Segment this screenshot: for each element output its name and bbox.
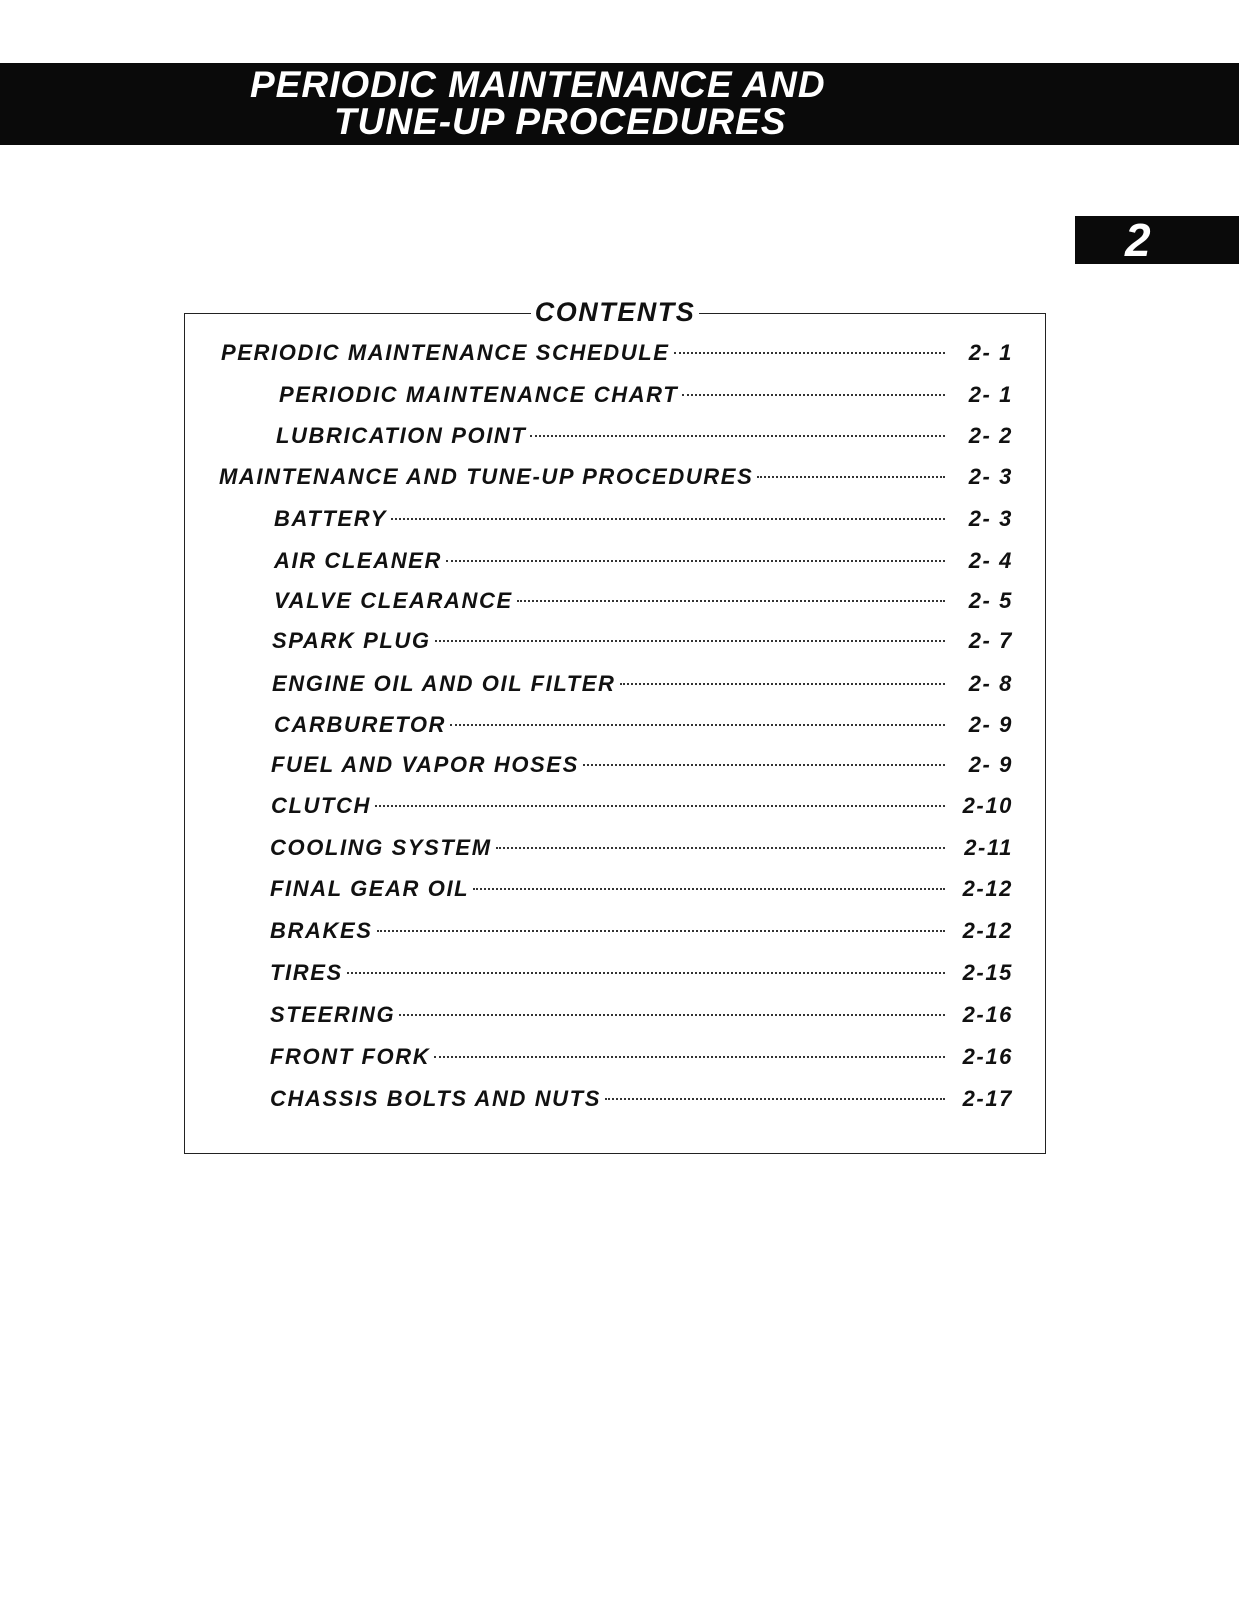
toc-leader-dots (605, 1098, 945, 1100)
toc-leader-dots (583, 764, 945, 766)
chapter-title-banner (0, 63, 1239, 145)
toc-leader-dots (446, 560, 945, 562)
toc-entry-page: 2- 4 (968, 548, 1013, 573)
toc-entry-page: 2- 7 (968, 628, 1013, 653)
toc-entry[interactable] (271, 792, 1013, 820)
toc-entry-label: LUBRICATION POINT (276, 423, 527, 448)
toc-entry-page: 2- 3 (968, 506, 1013, 531)
toc-leader-dots (347, 972, 945, 974)
toc-entry-page: 2-11 (964, 835, 1013, 860)
toc-entry[interactable] (221, 339, 1013, 367)
chapter-number: 2 (1125, 214, 1151, 266)
toc-entry[interactable] (274, 505, 1013, 533)
toc-entry-label: SPARK PLUG (272, 628, 431, 653)
toc-entry-page: 2-12 (962, 918, 1013, 943)
toc-leader-dots (375, 805, 945, 807)
chapter-title-line-2: TUNE-UP PROCEDURES (334, 101, 787, 142)
toc-entry-page: 2-16 (962, 1002, 1013, 1027)
toc-entry-page: 2- 1 (968, 382, 1013, 407)
toc-entry[interactable] (279, 381, 1013, 409)
toc-entry[interactable] (270, 1043, 1013, 1071)
toc-entry-label: FUEL AND VAPOR HOSES (271, 752, 579, 777)
toc-entry-page: 2- 5 (968, 588, 1013, 613)
toc-entry-label: PERIODIC MAINTENANCE SCHEDULE (221, 340, 670, 365)
toc-entry[interactable] (270, 834, 1013, 862)
toc-leader-dots (434, 1056, 945, 1058)
chapter-number-tab (1075, 216, 1239, 264)
toc-entry[interactable] (270, 959, 1013, 987)
chapter-title-line-1: PERIODIC MAINTENANCE AND (250, 64, 826, 105)
toc-entry-label: FINAL GEAR OIL (270, 876, 470, 901)
toc-entry-label: CLUTCH (271, 793, 372, 818)
toc-entry[interactable] (272, 627, 1013, 655)
toc-entry[interactable] (272, 670, 1013, 698)
toc-entry-page: 2-12 (962, 876, 1013, 901)
toc-leader-dots (496, 847, 945, 849)
toc-entry-page: 2-15 (962, 960, 1013, 985)
toc-entry-label: AIR CLEANER (274, 548, 442, 573)
toc-entry-page: 2- 1 (968, 340, 1013, 365)
toc-entry[interactable] (274, 711, 1013, 739)
toc-leader-dots (517, 600, 945, 602)
toc-entry-label: STEERING (270, 1002, 396, 1027)
toc-entry-label: FRONT FORK (270, 1044, 431, 1069)
toc-entry[interactable] (270, 875, 1013, 903)
toc-entry-page: 2-17 (962, 1086, 1013, 1111)
toc-leader-dots (682, 394, 945, 396)
toc-entry[interactable] (276, 422, 1013, 450)
toc-entry-page: 2-16 (962, 1044, 1013, 1069)
toc-entry-label: ENGINE OIL AND OIL FILTER (272, 671, 616, 696)
toc-entry[interactable] (271, 751, 1013, 779)
contents-heading-text: CONTENTS (531, 297, 700, 327)
toc-entry[interactable] (270, 1001, 1013, 1029)
toc-leader-dots (399, 1014, 945, 1016)
toc-leader-dots (674, 352, 945, 354)
toc-entry-label: VALVE CLEARANCE (274, 588, 513, 613)
toc-entry-label: PERIODIC MAINTENANCE CHART (279, 382, 679, 407)
toc-leader-dots (450, 724, 945, 726)
toc-entry-label: CARBURETOR (274, 712, 447, 737)
contents-box (184, 297, 1046, 1154)
toc-leader-dots (757, 476, 945, 478)
toc-leader-dots (620, 683, 945, 685)
toc-leader-dots (391, 518, 945, 520)
toc-entry-label: CHASSIS BOLTS AND NUTS (270, 1086, 601, 1111)
toc-leader-dots (435, 640, 945, 642)
toc-entry[interactable] (274, 547, 1013, 575)
toc-entry-page: 2- 9 (968, 752, 1013, 777)
toc-entry-page: 2- 3 (968, 464, 1013, 489)
toc-entry[interactable] (219, 463, 1013, 491)
toc-entry-label: MAINTENANCE AND TUNE-UP PROCEDURES (219, 464, 754, 489)
toc-leader-dots (377, 930, 946, 932)
toc-entry-label: BATTERY (274, 506, 388, 531)
toc-leader-dots (473, 888, 945, 890)
contents-heading (185, 296, 1045, 328)
toc-entry-label: TIRES (270, 960, 343, 985)
toc-leader-dots (530, 435, 945, 437)
toc-entry[interactable] (270, 917, 1013, 945)
toc-entry-page: 2- 2 (968, 423, 1013, 448)
toc-entry-page: 2- 8 (968, 671, 1013, 696)
toc-entry-page: 2- 9 (968, 712, 1013, 737)
toc-entry[interactable] (270, 1085, 1013, 1113)
toc-entry-label: BRAKES (270, 918, 373, 943)
toc-entry[interactable] (274, 587, 1013, 615)
toc-entry-label: COOLING SYSTEM (270, 835, 492, 860)
toc-entry-page: 2-10 (962, 793, 1013, 818)
